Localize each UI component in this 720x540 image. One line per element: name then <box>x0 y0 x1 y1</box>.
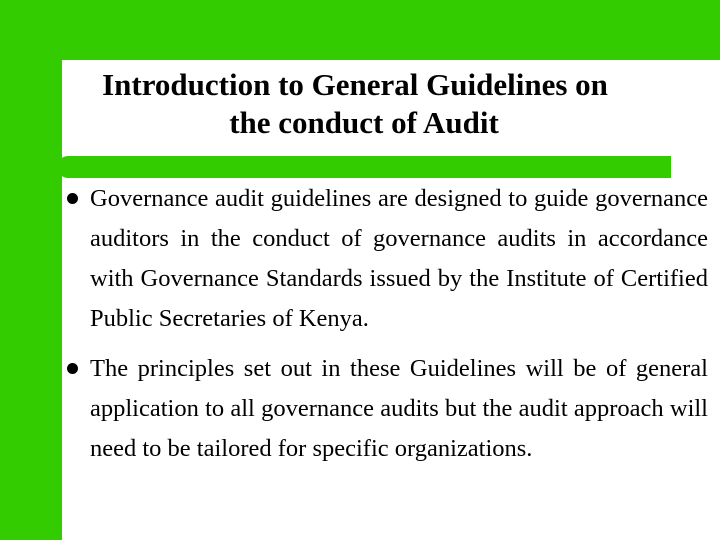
slide-title <box>62 66 720 142</box>
bullet-text: Governance audit guidelines are designed to guide governance auditors in the conduct of governance audits in accordance with Governance Standards issued by the Institute of Certified Public Secretaries of Kenya. <box>90 185 708 332</box>
slide-title-line-1: Introduction to General Guidelines on <box>102 67 608 102</box>
bullet-icon <box>67 363 78 374</box>
bullet-item <box>62 349 708 469</box>
bullet-icon <box>67 193 78 204</box>
bullet-list <box>62 179 708 469</box>
bullet-text: The principles set out in these Guidelines will be of general application to all governance audits but the audit approach will need to be tailored for specific organizations. <box>90 355 708 462</box>
bullet-item <box>62 179 708 339</box>
top-accent-bar <box>0 0 720 60</box>
slide-title-line-2: the conduct of Audit <box>229 105 499 140</box>
title-underline-bar <box>57 156 671 178</box>
